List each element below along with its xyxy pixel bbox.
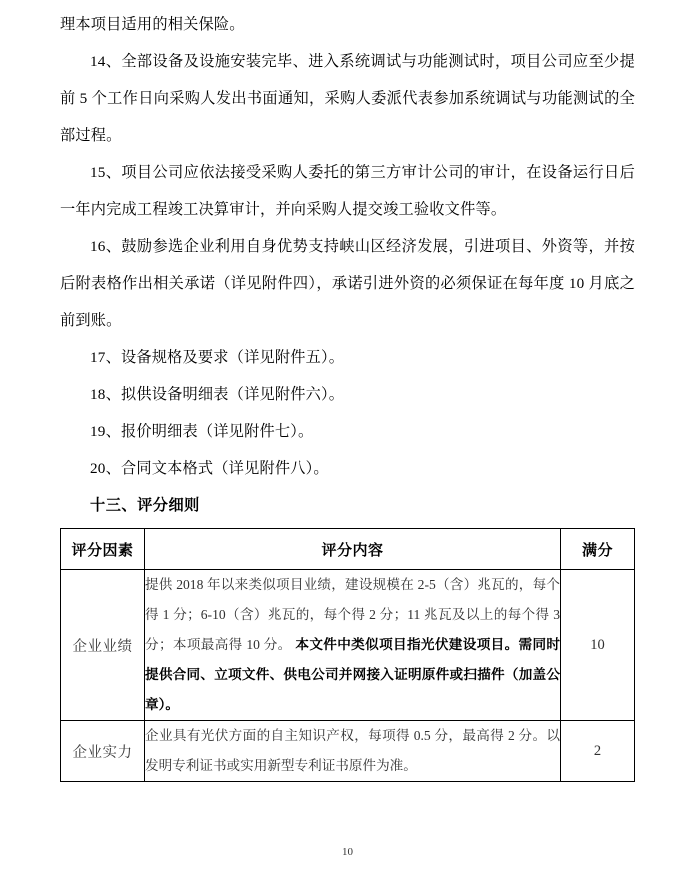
cell-full-score-capability: 2 [561, 721, 635, 782]
column-header-content: 评分内容 [145, 529, 561, 570]
cell-factor-capability: 企业实力 [61, 721, 145, 782]
table-row [61, 721, 635, 782]
cell-full-score-performance: 10 [561, 570, 635, 721]
scoring-table [60, 528, 635, 782]
paragraph-continued: 理本项目适用的相关保险。 [60, 16, 245, 33]
content-text-normal: 提供 2018 年以来类似项目业绩，建设规模在 2-5（含）兆瓦的，每个得 1 分；6-10（含）兆瓦的，每个得 2 分；11 兆瓦及以上的每个得 3 分；本项最高得 10 分。 [145, 577, 560, 652]
paragraph-item-16: 16、鼓励参选企业利用自身优势支持峡山区经济发展，引进项目、外资等，并按后附表格作出相关承诺（详见附件四），承诺引进外资的必须保证在每年度 10 月底之前到账。 [60, 238, 635, 329]
paragraph-item-17: 17、设备规格及要求（详见附件五）。 [90, 349, 345, 366]
paragraph-item-19: 19、报价明细表（详见附件七）。 [90, 423, 314, 440]
column-header-full-score: 满分 [561, 529, 635, 570]
paragraph-item-15: 15、项目公司应依法接受采购人委托的第三方审计公司的审计，在设备运行日后一年内完成工程竣工决算审计，并向采购人提交竣工验收文件等。 [60, 164, 635, 218]
cell-content-capability [145, 721, 561, 782]
table-header-row [61, 529, 635, 570]
paragraph-item-20: 20、合同文本格式（详见附件八）。 [90, 460, 329, 477]
paragraph-item-18: 18、拟供设备明细表（详见附件六）。 [90, 386, 345, 403]
table-row [61, 570, 635, 721]
cell-content-performance [145, 570, 561, 721]
column-header-factor: 评分因素 [61, 529, 145, 570]
content-text-bold: 本文件中类似项目指光伏建设项目。需同时提供合同、立项文件、供电公司并网接入证明原件或扫描件（加盖公章）。 [145, 637, 561, 712]
document-page [0, 6, 695, 870]
cell-factor-performance: 企业业绩 [61, 570, 145, 721]
paragraph-item-14: 14、全部设备及设施安装完毕、进入系统调试与功能测试时，项目公司应至少提前 5 个工作日向采购人发出书面通知，采购人委派代表参加系统调试与功能测试的全部过程。 [60, 53, 635, 144]
page-number: 10 [342, 846, 353, 858]
section-heading-scoring-rules: 十三、评分细则 [90, 497, 200, 514]
content-text-normal: 企业具有光伏方面的自主知识产权，每项得 0.5 分，最高得 2 分。以发明专利证书或实用新型专利证书原件为准。 [145, 728, 560, 773]
